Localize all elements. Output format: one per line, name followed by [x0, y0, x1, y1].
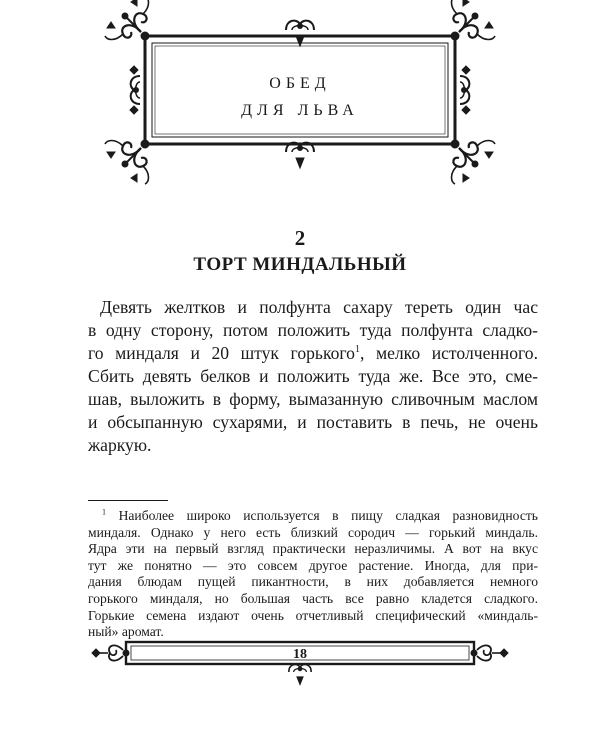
footnote-reference: 1 [354, 344, 360, 356]
footnote-line: тут же понятно — это совсем другое растение. Иногда, для при- [88, 557, 538, 573]
footnote-line: ный» аромат. [88, 624, 164, 640]
body-line [88, 342, 538, 365]
body-line: Сбить девять белков и положить туда же. Все это, сме- [88, 366, 538, 386]
body-line-comma: , [359, 343, 365, 363]
footnote-line: Ядра эти на первый взгляд практически неразличимы. А вот на вкус [88, 541, 538, 557]
body-line: и обсыпанную сухарями, и поставить в печь, не очень [88, 412, 538, 432]
page-number: 18 [293, 647, 307, 662]
footnote-line: миндаля. Однако у него есть близкий сородич — горький миндаль. [88, 524, 538, 540]
body-line: в одну сторону, потом положить туда полфунта сладко- [88, 320, 538, 340]
recipe-number: 2 [294, 226, 306, 250]
recipe-body [88, 296, 538, 457]
footnote-line: Горькие семена издают очень отчетливый специфический «миндаль- [88, 607, 538, 623]
footnote [88, 508, 538, 641]
section-title-line-1: ОБЕД [269, 75, 331, 92]
frame-side-ornament [130, 66, 140, 114]
body-line: Девять желтков и полфунта сахару тереть один час [100, 297, 538, 317]
section-title-line-2: ДЛЯ ЛЬВА [241, 102, 359, 119]
frame-bottom-ornament [286, 143, 314, 168]
body-line: жаркую. [88, 435, 152, 455]
footnote-line: дания блюдам пущей пикантности, в них добавляется немного [88, 574, 538, 590]
recipe-title: ТОРТ МИНДАЛЬНЫЙ [193, 254, 407, 275]
body-line: шав, выложить в форму, вымазанную сливочным маслом [88, 389, 538, 409]
page-frame-ornament-bottom [289, 665, 311, 685]
frame-top-ornament [286, 21, 314, 46]
footnote-line: горького миндаля, но большая часть все равно кладется сладкого. [88, 590, 538, 606]
frame-corner-ornament [105, 140, 149, 184]
footnote-line [88, 508, 538, 525]
body-line-part: го миндаля и 20 штук горького [88, 343, 355, 363]
frame-corner-ornament [451, 0, 495, 40]
book-section-title [180, 70, 420, 124]
frame-corner-ornament [451, 140, 495, 184]
footnote-separator [88, 500, 168, 501]
footnote-number: 1 [102, 507, 106, 517]
body-line-part: мелко истолченного. [364, 343, 538, 363]
frame-corner-ornament [105, 0, 149, 40]
frame-side-ornament [460, 66, 470, 114]
footnote-line-text: Наиболее широко используется в пищу сладкая разновидность [106, 508, 538, 523]
